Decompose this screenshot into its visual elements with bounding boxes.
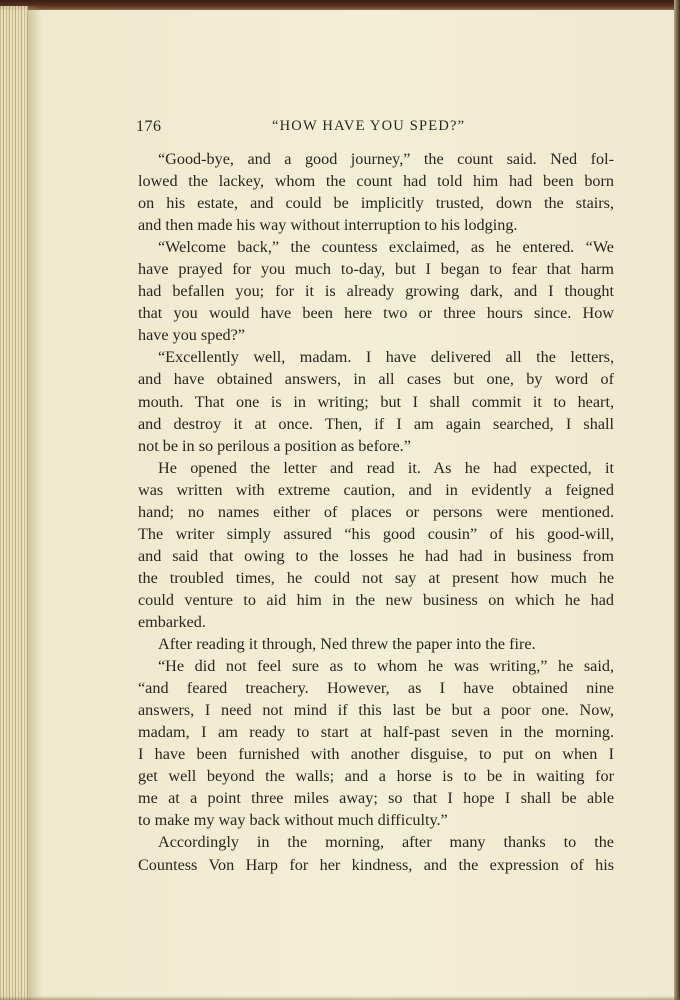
text-line: get well beyond the walls; and a horse is to be in waiting for — [138, 767, 614, 786]
text-line: and said that owing to the losses he had had in business from — [138, 546, 614, 565]
text-line: have you sped?” — [138, 326, 245, 345]
binding-top-edge — [0, 0, 680, 10]
text-line: have prayed for you much to-day, but I began to fear that harm — [138, 260, 614, 279]
text-line: could venture to aid him in the new business on which he had — [138, 590, 614, 609]
text-line: that you would have been here two or three hours since. How — [138, 304, 614, 323]
text-line: hand; no names either of places or persons were mentioned. — [138, 502, 614, 521]
text-line: I have been furnished with another disguise, to put on when I — [138, 745, 614, 764]
text-line: and then made his way without interruption to his lodging. — [138, 216, 518, 235]
page-header — [136, 118, 616, 138]
text-line: “and feared treachery. However, as I have obtained nine — [138, 679, 614, 698]
page-number: 176 — [136, 118, 162, 135]
text-line: “Welcome back,” the countess exclaimed, as he entered. “We — [158, 238, 614, 257]
running-head: “HOW HAVE YOU SPED?” — [272, 118, 466, 134]
text-line: and have obtained answers, in all cases but one, by word of — [138, 370, 614, 389]
text-line: mouth. That one is in writing; but I shall commit it to heart, — [138, 392, 614, 411]
text-line: was written with extreme caution, and in evidently a feigned — [138, 480, 614, 499]
text-line: Countess Von Harp for her kindness, and the expression of his — [138, 855, 614, 874]
text-line: to make my way back without much difficulty.” — [138, 811, 448, 830]
right-page-edge — [674, 0, 680, 1000]
gutter-shadow — [28, 6, 42, 1000]
text-line: lowed the lackey, whom the count had told him had been born — [138, 172, 614, 191]
text-line: After reading it through, Ned threw the paper into the fire. — [158, 635, 536, 654]
text-line: “He did not feel sure as to whom he was writing,” he said, — [158, 657, 614, 676]
text-line: The writer simply assured “his good cousin” of his good-will, — [138, 524, 614, 543]
text-line: “Good-bye, and a good journey,” the count said. Ned fol- — [158, 150, 614, 168]
text-line: the troubled times, he could not say at present how much he — [138, 568, 614, 587]
text-line: madam, I am ready to start at half-past seven in the morning. — [138, 723, 614, 742]
text-line: “Excellently well, madam. I have delivered all the letters, — [158, 348, 614, 367]
text-line: answers, I need not mind if this last be but a poor one. Now, — [138, 701, 614, 720]
text-line: on his estate, and could be implicitly trusted, down the stairs, — [138, 194, 614, 213]
text-line: not be in so perilous a position as before.” — [138, 436, 411, 455]
text-line: embarked. — [138, 612, 206, 631]
text-line: had befallen you; for it is already growing dark, and I thought — [138, 282, 614, 301]
text-line: me at a point three miles away; so that I hope I shall be able — [138, 789, 614, 808]
bottom-page-edge — [0, 996, 680, 1000]
page-stack-edges — [0, 6, 28, 1000]
text-line: He opened the letter and read it. As he had expected, it — [158, 458, 614, 477]
text-line: Accordingly in the morning, after many thanks to the — [158, 833, 614, 852]
body-text — [138, 148, 614, 876]
text-line: and destroy it at once. Then, if I am again searched, I shall — [138, 414, 614, 433]
